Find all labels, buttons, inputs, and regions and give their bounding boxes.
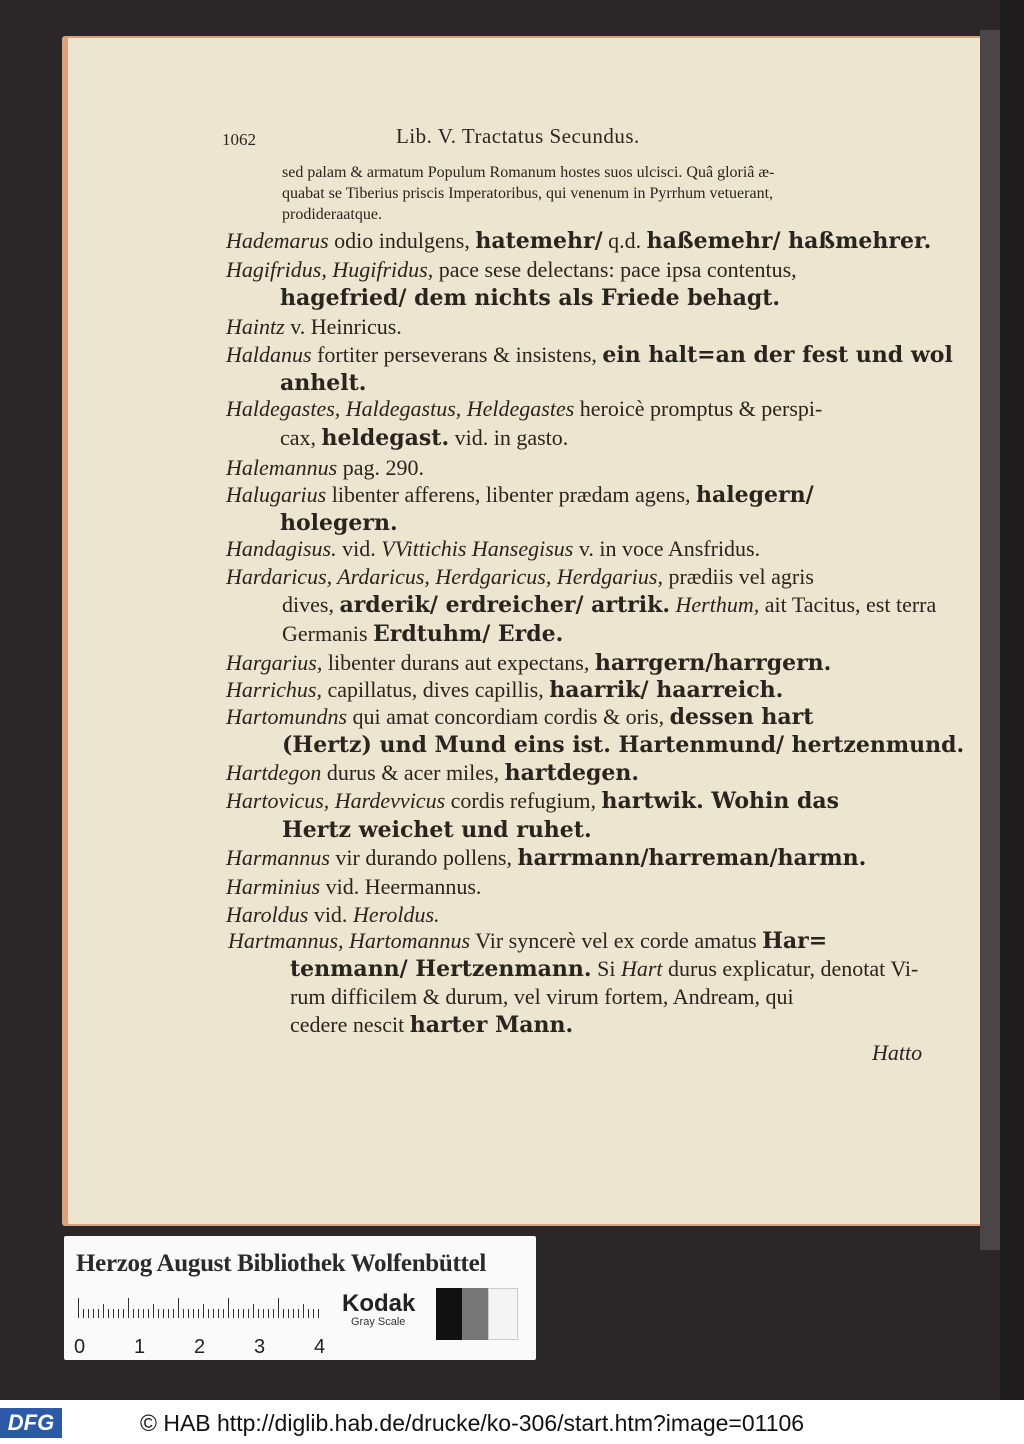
page-number: 1062 — [222, 130, 256, 149]
ruler-tick — [138, 1309, 139, 1318]
text-line — [290, 956, 918, 982]
ruler-tick — [298, 1309, 299, 1318]
ruler-tick — [98, 1309, 99, 1318]
ruler-tick — [223, 1309, 224, 1318]
text-line — [226, 704, 813, 730]
text-segment: v. in voce Ansfridus. — [573, 536, 761, 561]
ruler-tick — [143, 1309, 144, 1318]
fraktur-gloss: haßemehr/ haßmehrer. — [646, 228, 932, 254]
ruler-tick — [238, 1309, 239, 1318]
ruler-tick — [158, 1309, 159, 1318]
ruler-tick — [78, 1298, 79, 1318]
ruler-tick — [258, 1309, 259, 1318]
text-segment: ait Tacitus, est terra — [759, 592, 937, 617]
text-segment: vid. — [308, 902, 353, 927]
latin-name: Halugarius — [226, 482, 327, 507]
text-segment: prodideraatque. — [282, 206, 382, 223]
ruler-tick — [228, 1298, 229, 1318]
latin-name: Hartmannus, Hartomannus — [228, 928, 471, 953]
ruler-tick — [248, 1309, 249, 1318]
text-segment: Si — [591, 956, 621, 981]
gray-swatch-black — [436, 1288, 462, 1340]
fraktur-gloss: holegern. — [280, 510, 398, 536]
text-line — [226, 874, 481, 900]
latin-name: Hartovicus, Hardevvicus — [226, 788, 446, 813]
text-line — [226, 788, 839, 814]
text-segment: vid. in gasto. — [449, 425, 569, 450]
text-segment: pace sese delectans: pace ipsa contentus, — [433, 257, 797, 282]
text-segment: cedere nescit — [290, 1012, 410, 1037]
ruler-tick — [178, 1298, 179, 1318]
ruler-tick — [288, 1309, 289, 1318]
library-name: Herzog August Bibliothek Wolfenbüttel — [76, 1250, 487, 1277]
fraktur-gloss: arderik/ erdreicher/ artrik. — [339, 592, 671, 618]
text-line — [280, 425, 568, 451]
ruler-tick — [133, 1309, 134, 1318]
text-line — [280, 285, 780, 311]
ruler-number: 0 — [74, 1336, 86, 1358]
text-segment: rum difficilem & durum, vel virum fortem, Andream, qui — [290, 984, 794, 1009]
text-segment: cordis refugium, — [445, 788, 602, 813]
latin-name: Haldanus — [226, 342, 312, 367]
text-segment: libenter durans aut expectans, — [322, 650, 595, 675]
fraktur-gloss: Erdtuhm/ Erde. — [373, 621, 564, 647]
text-segment: durus & acer miles, — [321, 760, 505, 785]
text-line — [226, 536, 760, 562]
ruler-tick — [308, 1309, 309, 1318]
fraktur-gloss: hagefried/ dem nichts als Friede behagt. — [280, 285, 781, 311]
text-line — [226, 677, 783, 703]
ruler-number: 4 — [314, 1336, 326, 1358]
latin-name: VVittichis Hansegisus — [381, 536, 574, 561]
ruler-tick — [278, 1298, 279, 1318]
ruler-tick — [293, 1309, 294, 1318]
fraktur-gloss: hartdegen. — [504, 760, 640, 786]
ruler-tick — [113, 1309, 114, 1318]
fraktur-gloss: heldegast. — [321, 425, 450, 451]
text-segment: vir durando pollens, — [329, 845, 518, 870]
latin-name: Harrichus, — [226, 677, 322, 702]
text-line — [282, 817, 592, 843]
text-segment: pag. 290. — [337, 455, 424, 480]
copyright-text: © HAB http://diglib.hab.de/drucke/ko-306/start.htm?image=01106 — [140, 1410, 805, 1436]
dfg-logo: DFG — [0, 1408, 62, 1438]
latin-name: Harminius — [226, 874, 321, 899]
text-line — [290, 984, 794, 1010]
ruler — [74, 1292, 326, 1358]
text-segment: vid. Heermannus. — [320, 874, 482, 899]
text-line — [282, 164, 774, 182]
text-segment: Germanis — [282, 621, 374, 646]
catchword: Hatto — [872, 1040, 923, 1065]
ruler-tick — [118, 1309, 119, 1318]
ruler-tick — [148, 1309, 149, 1318]
gray-swatch-white — [488, 1288, 518, 1340]
text-line — [226, 650, 831, 676]
text-segment: quabat se Tiberius priscis Imperatoribus, qui venenum in Pyrrhum vetuerant, — [282, 185, 774, 202]
ruler-tick — [318, 1309, 319, 1318]
ruler-tick — [268, 1309, 269, 1318]
text-segment: vid. — [336, 536, 382, 561]
ruler-tick — [218, 1309, 219, 1318]
text-line — [226, 396, 822, 422]
running-head: Lib. V. Tractatus Secundus. — [396, 124, 640, 148]
fraktur-gloss: dessen hart — [669, 704, 814, 730]
text-segment: capillatus, dives capillis, — [321, 677, 550, 702]
latin-name: Hartomundns — [226, 704, 348, 729]
fraktur-gloss: Har= — [762, 928, 828, 954]
text-segment: heroicè promptus & perspi- — [574, 396, 823, 421]
latin-name: Hardaricus, Ardaricus, Herdgaricus, Herdgarius, — [226, 564, 663, 589]
text-segment: odio indulgens, — [328, 228, 476, 253]
latin-name: Haroldus — [226, 902, 309, 927]
ruler-tick — [193, 1309, 194, 1318]
fraktur-gloss: ein halt=an der fest und wol — [602, 342, 953, 368]
ruler-tick — [243, 1309, 244, 1318]
ruler-tick — [128, 1298, 129, 1318]
ruler-tick — [253, 1304, 254, 1318]
ruler-number: 2 — [194, 1336, 206, 1358]
text-line — [226, 760, 639, 786]
latin-name: Haldegastes, Haldegastus, Heldegastes — [226, 396, 575, 421]
text-segment: cax, — [280, 425, 322, 450]
latin-name: Hademarus — [226, 228, 329, 253]
ruler-tick — [88, 1309, 89, 1318]
text-line — [226, 845, 866, 871]
ruler-tick — [313, 1309, 314, 1318]
ruler-tick — [203, 1304, 204, 1318]
text-line — [226, 342, 953, 368]
ruler-number: 3 — [254, 1336, 266, 1358]
text-line — [226, 228, 931, 254]
right-strip — [1000, 0, 1024, 1400]
ruler-tick — [188, 1309, 189, 1318]
text-segment: qui amat concordiam cordis & oris, — [347, 704, 670, 729]
ruler-tick — [93, 1309, 94, 1318]
ruler-tick — [213, 1309, 214, 1318]
latin-name: Herthum, — [675, 592, 760, 617]
text-line — [282, 621, 563, 647]
text-line — [282, 185, 773, 203]
fraktur-gloss: tenmann/ Hertzenmann. — [290, 956, 592, 982]
fraktur-gloss: hartwik. Wohin das — [601, 788, 840, 814]
latin-name: Harmannus — [226, 845, 330, 870]
text-segment: durus explicatur, denotat Vi- — [662, 956, 919, 981]
ruler-tick — [233, 1309, 234, 1318]
text-line — [282, 592, 936, 618]
fraktur-gloss: harrgern/harrgern. — [594, 650, 832, 676]
fraktur-gloss: halegern/ — [696, 482, 814, 508]
ruler-tick — [83, 1309, 84, 1318]
text-line — [282, 206, 382, 224]
kodak-logo: Kodak — [342, 1290, 416, 1317]
text-line — [228, 928, 827, 954]
text-line — [226, 902, 440, 928]
library-label-card — [64, 1236, 536, 1360]
text-line — [226, 455, 424, 481]
footer — [0, 1400, 1024, 1444]
ruler-number: 1 — [134, 1336, 146, 1358]
latin-name: Hartdegon — [226, 760, 322, 785]
latin-name: Hargarius, — [226, 650, 323, 675]
ruler-tick — [123, 1309, 124, 1318]
text-segment: libenter afferens, libenter prædam agens, — [326, 482, 697, 507]
latin-name: Hart — [620, 956, 663, 981]
text-line — [282, 732, 964, 758]
text-line — [226, 257, 797, 283]
latin-name: Halemannus — [226, 455, 338, 480]
latin-name: Handagisus. — [226, 536, 337, 561]
ruler-tick — [108, 1309, 109, 1318]
text-segment: sed palam & armatum Populum Romanum hostes suos ulcisci. Quâ gloriâ æ- — [282, 164, 775, 181]
fraktur-gloss: harrmann/harreman/harmn. — [517, 845, 867, 871]
fraktur-gloss: haarrik/ haarreich. — [549, 677, 784, 703]
text-line — [290, 1012, 573, 1038]
ruler-tick — [173, 1309, 174, 1318]
text-segment: prædiis vel agris — [662, 564, 814, 589]
gray-swatch-mid — [462, 1288, 488, 1340]
text-line — [280, 510, 398, 536]
text-segment: v. Heinricus. — [284, 314, 402, 339]
ruler-tick — [168, 1309, 169, 1318]
text-line — [226, 314, 402, 340]
fraktur-gloss: harter Mann. — [409, 1012, 574, 1038]
fraktur-gloss: anhelt. — [280, 370, 367, 396]
ruler-tick — [263, 1309, 264, 1318]
text-segment: fortiter perseverans & insistens, — [311, 342, 603, 367]
ruler-tick — [283, 1309, 284, 1318]
ruler-tick — [183, 1309, 184, 1318]
fraktur-gloss: hatemehr/ — [475, 228, 603, 254]
gray-scale-label: Gray Scale — [351, 1316, 406, 1328]
ruler-tick — [103, 1304, 104, 1318]
text-line — [226, 482, 814, 508]
ruler-tick — [303, 1304, 304, 1318]
ruler-tick — [163, 1309, 164, 1318]
ruler-tick — [273, 1309, 274, 1318]
text-segment: q.d. — [602, 228, 647, 253]
text-line — [226, 564, 814, 590]
text-segment: Vir syncerè vel ex corde amatus — [470, 928, 763, 953]
ruler-tick — [208, 1309, 209, 1318]
ruler-tick — [153, 1304, 154, 1318]
text-line — [280, 370, 366, 396]
latin-name: Heroldus. — [352, 902, 440, 927]
fraktur-gloss: Hertz weichet und ruhet. — [282, 817, 592, 843]
latin-name: Haintz — [226, 314, 285, 339]
ruler-tick — [198, 1309, 199, 1318]
latin-name: Hagifridus, Hugifridus, — [226, 257, 434, 282]
text-segment: dives, — [282, 592, 340, 617]
fraktur-gloss: (Hertz) und Mund eins ist. Hartenmund/ hertzenmund. — [282, 732, 965, 758]
